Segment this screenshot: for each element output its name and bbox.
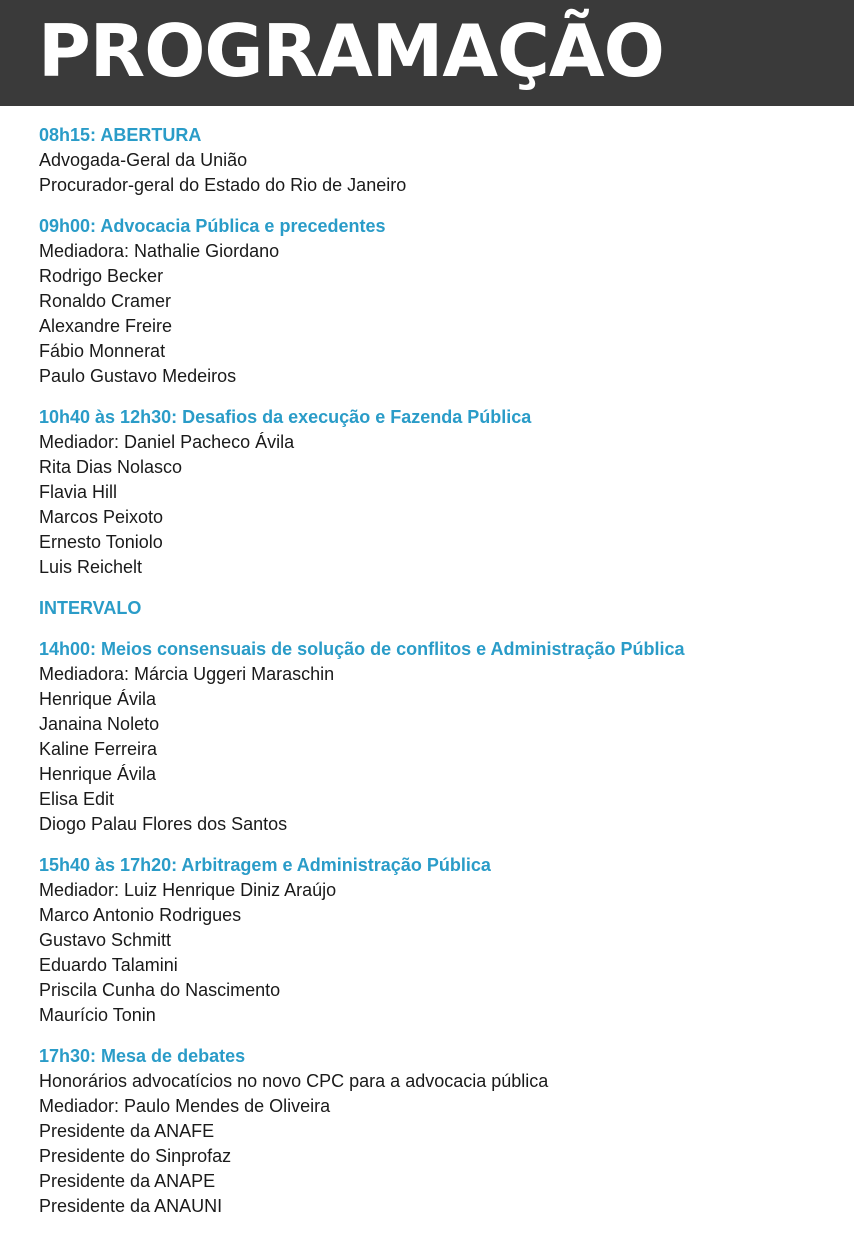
section-heading: 17h30: Mesa de debates bbox=[39, 1046, 246, 1066]
program-line: Diogo Palau Flores dos Santos bbox=[39, 814, 288, 834]
program-line: Honorários advocatícios no novo CPC para a advocacia pública bbox=[39, 1071, 549, 1091]
section-heading: 08h15: ABERTURA bbox=[39, 125, 202, 145]
program-line: Paulo Gustavo Medeiros bbox=[39, 366, 237, 386]
program-section bbox=[39, 853, 839, 1028]
program-section bbox=[39, 596, 839, 621]
program-line: Mediadora: Nathalie Giordano bbox=[39, 241, 280, 261]
program-line: Luis Reichelt bbox=[39, 557, 143, 577]
section-lines bbox=[39, 148, 839, 198]
section-lines bbox=[39, 239, 839, 389]
program-line: Mediador: Daniel Pacheco Ávila bbox=[39, 432, 295, 452]
program-line: Advogada-Geral da União bbox=[39, 150, 248, 170]
program-section bbox=[39, 637, 839, 837]
program-line: Flavia Hill bbox=[39, 482, 118, 502]
program-line: Presidente da ANAPE bbox=[39, 1171, 216, 1191]
program-line: Kaline Ferreira bbox=[39, 739, 158, 759]
section-lines bbox=[39, 878, 839, 1028]
program-line: Presidente da ANAFE bbox=[39, 1121, 215, 1141]
section-lines bbox=[39, 1069, 839, 1219]
section-heading: 09h00: Advocacia Pública e precedentes bbox=[39, 216, 386, 236]
section-heading: 14h00: Meios consensuais de solução de conflitos e Administração Pública bbox=[39, 639, 685, 659]
program-content bbox=[39, 123, 839, 1235]
section-heading: 15h40 às 17h20: Arbitragem e Administração Pública bbox=[39, 855, 491, 875]
section-heading: 10h40 às 12h30: Desafios da execução e Fazenda Pública bbox=[39, 407, 532, 427]
program-line: Mediadora: Márcia Uggeri Maraschin bbox=[39, 664, 335, 684]
program-line: Eduardo Talamini bbox=[39, 955, 178, 975]
page-title: PROGRAMAÇÃO bbox=[38, 9, 664, 93]
program-line: Gustavo Schmitt bbox=[39, 930, 172, 950]
program-line: Marco Antonio Rodrigues bbox=[39, 905, 242, 925]
program-line: Marcos Peixoto bbox=[39, 507, 164, 527]
program-line: Presidente do Sinprofaz bbox=[39, 1146, 232, 1166]
program-line: Henrique Ávila bbox=[39, 764, 157, 784]
program-line: Presidente da ANAUNI bbox=[39, 1196, 223, 1216]
program-line: Procurador-geral do Estado do Rio de Janeiro bbox=[39, 175, 407, 195]
program-line: Alexandre Freire bbox=[39, 316, 173, 336]
header-banner bbox=[0, 0, 854, 106]
program-line: Elisa Edit bbox=[39, 789, 115, 809]
program-section bbox=[39, 214, 839, 389]
program-line: Priscila Cunha do Nascimento bbox=[39, 980, 281, 1000]
program-line: Janaina Noleto bbox=[39, 714, 160, 734]
program-section bbox=[39, 405, 839, 580]
program-line: Mediador: Luiz Henrique Diniz Araújo bbox=[39, 880, 337, 900]
section-heading: INTERVALO bbox=[39, 598, 142, 618]
program-line: Rodrigo Becker bbox=[39, 266, 164, 286]
program-line: Ernesto Toniolo bbox=[39, 532, 163, 552]
program-line: Rita Dias Nolasco bbox=[39, 457, 183, 477]
program-line: Henrique Ávila bbox=[39, 689, 157, 709]
program-line: Ronaldo Cramer bbox=[39, 291, 172, 311]
program-section bbox=[39, 1044, 839, 1219]
program-line: Fábio Monnerat bbox=[39, 341, 166, 361]
program-line: Maurício Tonin bbox=[39, 1005, 156, 1025]
section-lines bbox=[39, 430, 839, 580]
section-lines bbox=[39, 662, 839, 837]
program-section bbox=[39, 123, 839, 198]
program-line: Mediador: Paulo Mendes de Oliveira bbox=[39, 1096, 331, 1116]
